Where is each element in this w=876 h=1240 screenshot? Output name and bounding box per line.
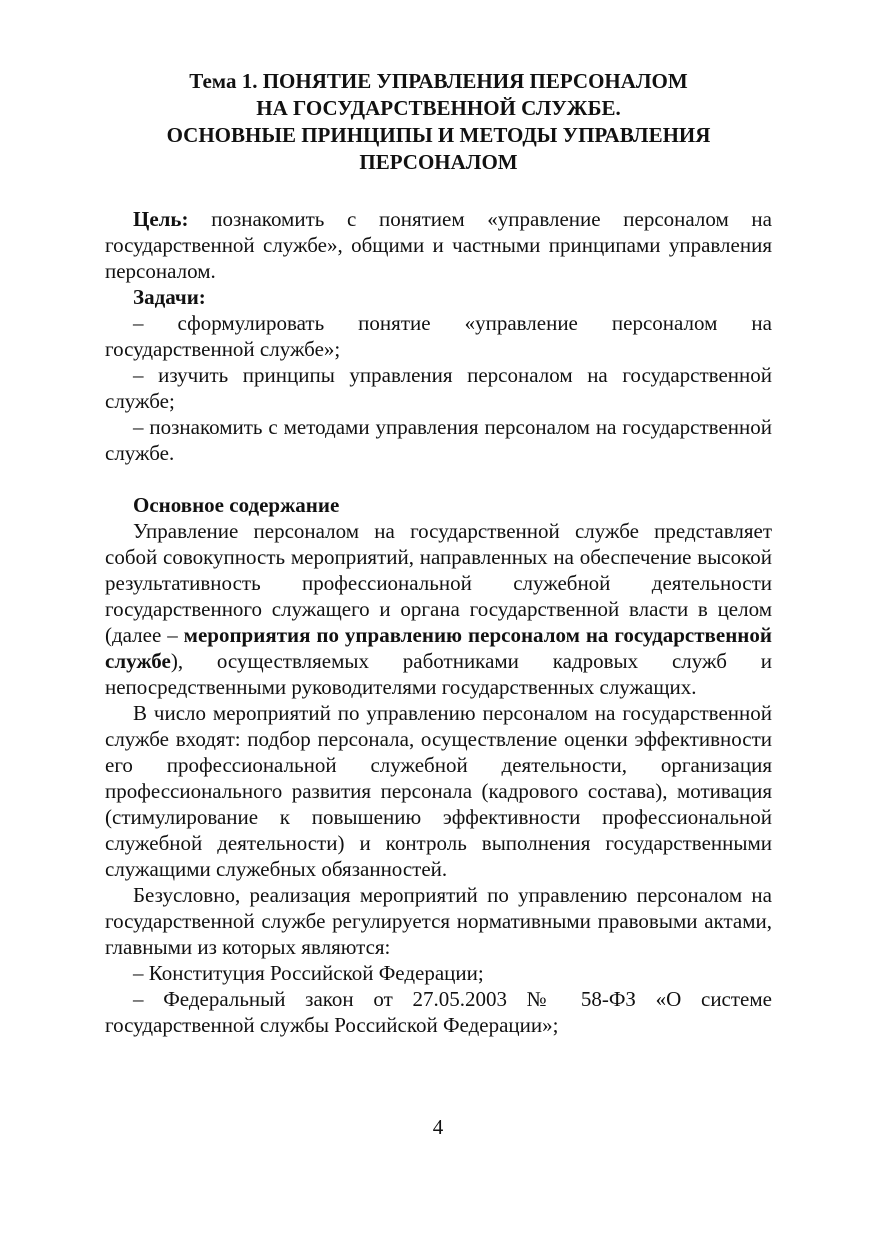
goal-label: Цель: <box>133 207 189 231</box>
content-paragraph-1 <box>105 518 772 700</box>
paragraph-1-after: ), осуществляемых работниками кадровых служб и непосредственными руководителями государственных служащих. <box>105 649 772 699</box>
content-paragraph-3: Безусловно, реализация мероприятий по управлению персоналом на государственной службе регулируется нормативными правовыми актами, главными из которых являются: <box>105 883 772 959</box>
law-list-item-1: – Конституция Российской Федерации; <box>133 961 484 985</box>
page-number: 4 <box>432 1115 444 1139</box>
task-item-3: – познакомить с методами управления персоналом на государственной службе. <box>105 415 772 465</box>
document-page <box>105 68 772 1038</box>
paragraph-1-bold-term: мероприятия по управлению персоналом на государственной службе <box>105 623 772 673</box>
tasks-label: Задачи: <box>133 285 206 309</box>
title-line-4: ПЕРСОНАЛОМ <box>359 150 518 174</box>
goal-paragraph <box>105 206 772 284</box>
content-paragraph-2: В число мероприятий по управлению персоналом на государственной службе входят: подбор персонала, осуществление оценки эффективности его профессиональной служебной деятельности, организация профессионального развития персонала (кадрового состава), мотивация (стимулирование к повышению эффективности профессиональной служебной деятельности) и контроль выполнения государственными служащими служебных обязанностей. <box>105 701 772 881</box>
page-title <box>105 68 772 176</box>
task-item-1: – сформулировать понятие «управление персоналом на государственной службе»; <box>105 311 772 361</box>
paragraph-1-before: Управление персоналом на государственной службе представляет собой совокупность мероприятий, направленных на обеспечение высокой результативность профессиональной служебной деятельности государственного служащего и органа государственной власти в целом (далее – <box>105 519 772 647</box>
title-line-1: Тема 1. ПОНЯТИЕ УПРАВЛЕНИЯ ПЕРСОНАЛОМ <box>189 69 688 93</box>
section-heading: Основное содержание <box>133 493 340 517</box>
task-item-2: – изучить принципы управления персоналом на государственной службе; <box>105 363 772 413</box>
title-line-3: ОСНОВНЫЕ ПРИНЦИПЫ И МЕТОДЫ УПРАВЛЕНИЯ <box>166 123 711 147</box>
law-list-item-2: – Федеральный закон от 27.05.2003 № 58-ФЗ «О системе государственной службы Российской Федерации»; <box>105 987 772 1037</box>
title-line-2: НА ГОСУДАРСТВЕННОЙ СЛУЖБЕ. <box>256 96 621 120</box>
goal-text: познакомить с понятием «управление персоналом на государственной службе», общими и частными принципами управления персоналом. <box>105 207 772 283</box>
